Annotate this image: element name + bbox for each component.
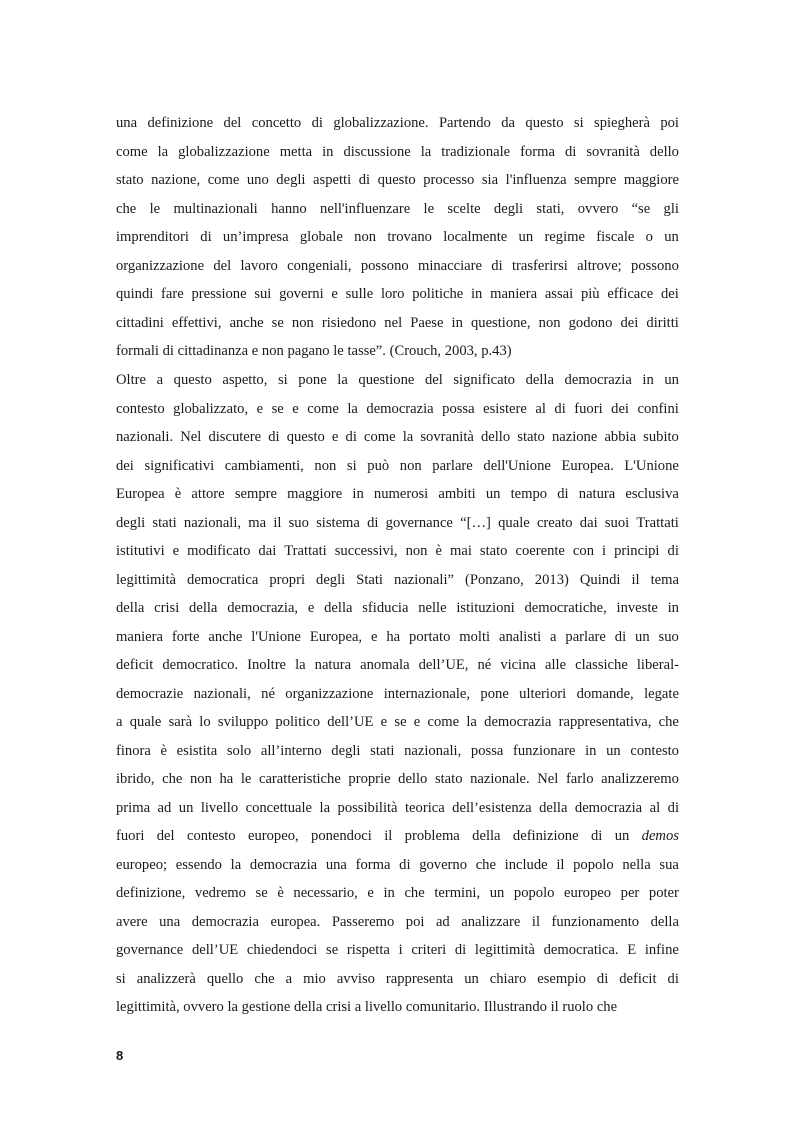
text-line: Oltre a questo aspetto, si pone la questione del significato della democrazia in un	[116, 372, 679, 388]
text-line: legittimità democratica propri degli Stati nazionali” (Ponzano, 2013) Quindi il tema	[116, 571, 679, 588]
paragraph-2	[116, 366, 679, 1022]
text-line: governance dell’UE chiedendoci se rispetta i criteri di legittimità democratica. E infine	[116, 942, 679, 958]
text-line: ibrido, che non ha le caratteristiche proprie dello stato nazionale. Nel farlo analizzeremo	[116, 771, 679, 787]
text-line: della crisi della democrazia, e della sfiducia nelle istituzioni democratiche, investe in	[116, 600, 679, 616]
text-line: si analizzerà quello che a mio avviso rappresenta un chiaro esempio di deficit di	[116, 970, 679, 987]
text-line: avere una democrazia europea. Passeremo poi ad analizzare il funzionamento della	[116, 913, 679, 930]
text-line: deficit democratico. Inoltre la natura anomala dell’UE, né vicina alle classiche liberal-	[116, 657, 679, 673]
page-number: 8	[116, 1048, 124, 1063]
text-line: fuori del contesto europeo, ponendoci il problema della definizione di un demos	[116, 828, 679, 844]
text-line: europeo; essendo la democrazia una forma di governo che include il popolo nella sua	[116, 856, 679, 873]
text-line: contesto globalizzato, e se e come la democrazia possa esistere al di fuori dei confini	[116, 400, 679, 417]
paragraph-1	[116, 109, 679, 366]
text-line: democrazie nazionali, né organizzazione internazionale, pone ulteriori domande, legate	[116, 685, 679, 702]
text-line: prima ad un livello concettuale la possibilità teorica dell’esistenza della democrazia al di	[116, 799, 679, 816]
text-line: cittadini effettivi, anche se non risiedono nel Paese in questione, non godono dei diritti	[116, 314, 679, 331]
text-line: quindi fare pressione sui governi e sulle loro politiche in maniera assai più efficace dei	[116, 286, 679, 302]
text-line: Europea è attore sempre maggiore in numerosi ambiti un tempo di natura esclusiva	[116, 486, 679, 502]
text-line: dei significativi cambiamenti, non si può non parlare dell'Unione Europea. L'Unione	[116, 457, 679, 474]
text-line: legittimità, ovvero la gestione della crisi a livello comunitario. Illustrando il ruolo che	[116, 999, 618, 1015]
text-line: formali di cittadinanza e non pagano le tasse”. (Crouch, 2003, p.43)	[116, 343, 512, 359]
text-line: istitutivi e modificato dai Trattati successivi, non è mai stato coerente con i principi di	[116, 543, 679, 559]
text-line: maniera forte anche l'Unione Europea, e ha portato molti analisti a parlare di un suo	[116, 628, 679, 645]
text-line: imprenditori di un’impresa globale non trovano localmente un regime fiscale o un	[116, 229, 679, 245]
text-line: organizzazione del lavoro congeniali, possono minacciare di trasferirsi altrove; possono	[116, 257, 679, 274]
text-line: a quale sarà lo sviluppo politico dell’UE e se e come la democrazia rappresentativa, che	[116, 714, 679, 730]
text-line: come la globalizzazione metta in discussione la tradizionale forma di sovranità dello	[116, 143, 679, 160]
text-line: stato nazione, come uno degli aspetti di questo processo sia l'influenza sempre maggiore	[116, 172, 679, 188]
text-line: una definizione del concetto di globalizzazione. Partendo da questo si spiegherà poi	[116, 115, 679, 131]
text-line: nazionali. Nel discutere di questo e di come la sovranità dello stato nazione abbia subito	[116, 429, 679, 445]
text-line: definizione, vedremo se è necessario, e in che termini, un popolo europeo per poter	[116, 885, 679, 901]
text-line: degli stati nazionali, ma il suo sistema di governance “[…] quale creato dai suoi Trattati	[116, 514, 679, 531]
text-line: che le multinazionali hanno nell'influenzare le scelte degli stati, ovvero “se gli	[116, 200, 679, 217]
text-line: finora è esistita solo all’interno degli stati nazionali, possa funzionare in un contesto	[116, 742, 679, 759]
